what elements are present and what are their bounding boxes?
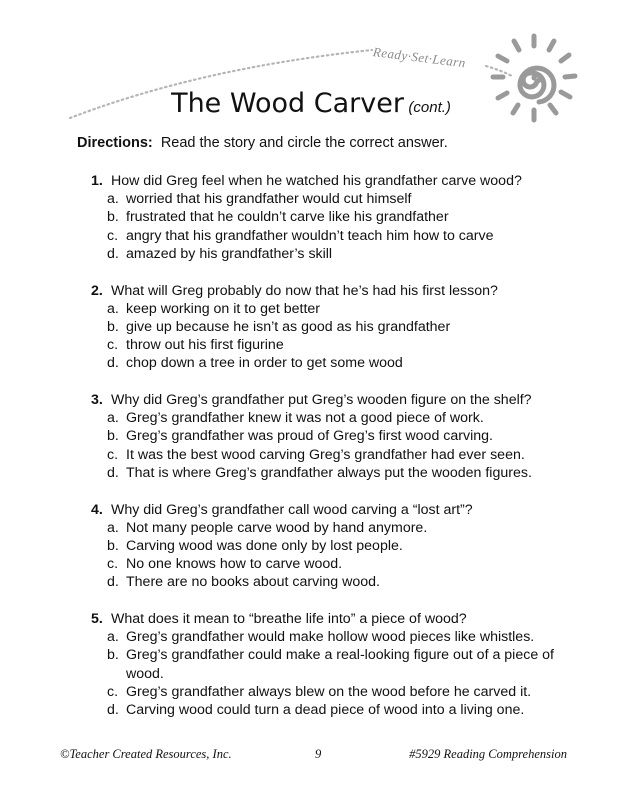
answer-option[interactable] xyxy=(91,555,591,573)
question-3 xyxy=(91,391,591,482)
directions-text: Read the story and circle the correct answer. xyxy=(160,135,448,151)
option-text: Carving wood was done only by lost people. xyxy=(126,537,403,554)
question-text: How did Greg feel when he watched his grandfather carve wood? xyxy=(110,173,522,189)
option-text: angry that his grandfather wouldn’t teach him how to carve xyxy=(126,227,494,244)
option-text: frustrated that he couldn’t carve like his grandfather xyxy=(126,209,449,226)
option-letter: a. xyxy=(107,629,119,646)
option-text: amazed by his grandfather’s skill xyxy=(126,245,333,262)
answer-option[interactable] xyxy=(91,537,591,555)
option-text: Greg’s grandfather always blew on the wood before he carved it. xyxy=(126,683,532,700)
option-text: That is where Greg’s grandfather always put the wooden figures. xyxy=(126,464,532,481)
option-letter: c. xyxy=(107,446,119,463)
answer-option[interactable] xyxy=(91,409,591,427)
answer-option[interactable] xyxy=(91,701,591,719)
title-text: The Wood Carver xyxy=(171,88,404,119)
footer-publisher: ©Teacher Created Resources, Inc. xyxy=(60,747,232,761)
title-suffix: (cont.) xyxy=(408,99,451,116)
answer-option[interactable] xyxy=(91,336,591,354)
answer-option[interactable] xyxy=(91,646,591,682)
option-letter: a. xyxy=(107,191,119,208)
option-letter: a. xyxy=(107,519,119,536)
option-text: Carving wood could turn a dead piece of wood into a living one. xyxy=(126,702,525,719)
answer-option[interactable] xyxy=(91,427,591,445)
answer-option[interactable] xyxy=(91,190,591,208)
option-letter: b. xyxy=(107,537,119,554)
option-letter: d. xyxy=(107,464,119,481)
option-text: chop down a tree in order to get some wood xyxy=(126,355,403,372)
answer-option[interactable] xyxy=(91,519,591,537)
option-letter: a. xyxy=(107,410,119,427)
question-1 xyxy=(91,172,591,263)
page-title xyxy=(0,88,622,119)
option-letter: c. xyxy=(107,227,119,244)
question-number: 2. xyxy=(91,282,103,299)
question-list xyxy=(91,172,591,738)
option-text: Greg’s grandfather could make a real-looking figure out of a piece of wood. xyxy=(126,647,554,682)
question-5 xyxy=(91,610,591,719)
option-letter: d. xyxy=(107,245,119,262)
question-text: What does it mean to “breathe life into” a piece of wood? xyxy=(110,611,467,628)
question-number: 5. xyxy=(91,611,103,628)
option-text: give up because he isn’t as good as his grandfather xyxy=(126,318,451,335)
question-text: Why did Greg’s grandfather call wood carving a “lost art”? xyxy=(110,501,473,518)
question-number: 3. xyxy=(91,392,103,409)
option-text: keep working on it to get better xyxy=(126,300,321,317)
answer-option[interactable] xyxy=(91,227,591,245)
question-number: 1. xyxy=(91,173,103,189)
option-letter: b. xyxy=(107,428,119,445)
brand-logo-text: Ready·Set·Learn xyxy=(372,44,467,71)
option-letter: d. xyxy=(107,574,119,591)
answer-option[interactable] xyxy=(91,628,591,646)
footer-product: #5929 Reading Comprehension xyxy=(409,747,567,761)
option-text: Not many people carve wood by hand anymore. xyxy=(126,519,428,536)
option-letter: c. xyxy=(107,556,119,573)
option-letter: d. xyxy=(107,355,119,372)
question-number: 4. xyxy=(91,501,103,518)
option-text: No one knows how to carve wood. xyxy=(126,556,343,573)
option-text: throw out his first figurine xyxy=(126,337,284,354)
option-letter: c. xyxy=(107,683,119,700)
option-letter: b. xyxy=(107,647,119,664)
question-4 xyxy=(91,501,591,592)
option-text: Greg’s grandfather would make hollow wood pieces like whistles. xyxy=(126,629,535,646)
answer-option[interactable] xyxy=(91,245,591,263)
option-text: Greg’s grandfather knew it was not a good piece of work. xyxy=(126,410,484,427)
option-letter: b. xyxy=(107,209,119,226)
answer-option[interactable] xyxy=(91,446,591,464)
option-letter: d. xyxy=(107,702,119,719)
answer-option[interactable] xyxy=(91,464,591,482)
option-letter: a. xyxy=(107,300,119,317)
option-text: It was the best wood carving Greg’s grandfather had ever seen. xyxy=(126,446,525,463)
option-text: worried that his grandfather would cut himself xyxy=(126,191,412,208)
option-letter: c. xyxy=(107,337,119,354)
question-text: Why did Greg’s grandfather put Greg’s wooden figure on the shelf? xyxy=(110,392,532,409)
option-letter: b. xyxy=(107,318,119,335)
answer-option[interactable] xyxy=(91,573,591,591)
question-2 xyxy=(91,282,591,373)
footer-page-number: 9 xyxy=(315,747,322,761)
answer-option[interactable] xyxy=(91,318,591,336)
question-text: What will Greg probably do now that he’s had his first lesson? xyxy=(110,282,498,299)
answer-option[interactable] xyxy=(91,683,591,701)
directions-label: Directions: xyxy=(77,135,153,151)
answer-option[interactable] xyxy=(91,300,591,318)
answer-option[interactable] xyxy=(91,354,591,372)
option-text: There are no books about carving wood. xyxy=(126,574,380,591)
directions xyxy=(77,135,448,151)
option-text: Greg’s grandfather was proud of Greg’s first wood carving. xyxy=(126,428,493,445)
answer-option[interactable] xyxy=(91,208,591,226)
